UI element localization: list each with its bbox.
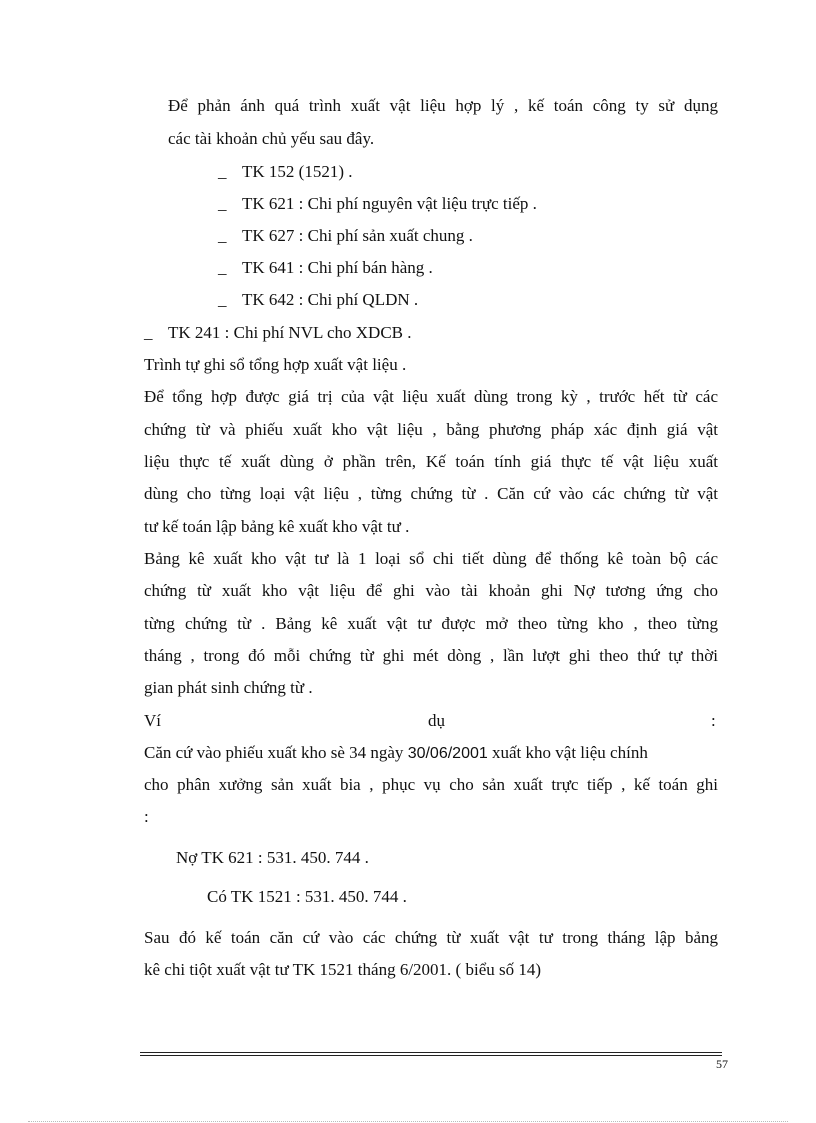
bullet-mark: _ [144,323,153,342]
example-colon: : [711,711,716,730]
closing-line: Sau đó kế toán căn cứ vào các chứng từ xuất vật tư trong tháng lập bảng [144,928,718,947]
bullet-mark: _ [218,258,227,277]
account-item [218,194,537,214]
para1-line: liệu thực tế xuất dùng ở phần trên, Kế toán tính giá thực tế vật liệu xuất [144,452,718,471]
account-label: TK 641 : Chi phí bán hàng . [242,258,433,277]
example-line-2: cho phân xưởng sản xuất bia , phục vụ cho sản xuất trực tiếp , kế toán ghi [144,775,718,794]
example-line-3: : [144,807,149,826]
credit-entry: Có TK 1521 : 531. 450. 744 . [207,887,407,906]
page-number: 57 [716,1057,728,1071]
account-item-extra [144,323,412,343]
account-item [218,258,433,278]
bullet-mark: _ [218,162,227,181]
debit-entry: Nợ TK 621 : 531. 450. 744 . [176,848,369,867]
example-text-a: Căn cứ vào phiếu xuất kho sè 34 ngày [144,743,408,762]
account-label: TK 627 : Chi phí sản xuất chung . [242,226,473,245]
closing-line: kê chi tiột xuất vật tư TK 1521 tháng 6/2001. ( biểu số 14) [144,960,542,979]
account-label: TK 241 : Chi phí NVL cho XDCB . [168,323,412,342]
page-edge-divider [28,1121,788,1122]
intro-line-1: Để phản ánh quá trình xuất vật liệu hợp lý , kế toán công ty sử dụng [168,96,718,115]
para2-line: chứng từ xuất kho vật liệu để ghi vào tài khoản ghi Nợ tương ứng cho [144,581,718,600]
intro-line-2: các tài khoản chủ yếu sau đây. [168,129,375,148]
example-text-b: xuất kho vật liệu chính [487,743,648,762]
para2-line: Bảng kê xuất kho vật tư là 1 loại sổ chi tiết dùng để thống kê toàn bộ các [144,549,718,568]
example-word-1: Ví [144,711,161,730]
footer-rule-bottom [140,1055,722,1056]
bullet-mark: _ [218,226,227,245]
para1-line: Để tổng hợp được giá trị của vật liệu xuất dùng trong kỳ , trước hết từ các [144,387,718,406]
account-item [218,226,473,246]
footer-rule-top [140,1052,722,1053]
para1-line: dùng cho từng loại vật liệu , từng chứng từ . Căn cứ vào các chứng từ vật [144,484,718,503]
bullet-mark: _ [218,194,227,213]
para1-line: tư kế toán lập bảng kê xuất kho vật tư . [144,517,410,536]
bullet-mark: _ [218,290,227,309]
example-word-2: dụ [428,711,445,730]
para2-line: từng chứng từ . Bảng kê xuất vật tư được mở theo từng kho , theo từng [144,614,718,633]
section-heading: Trình tự ghi sổ tổng hợp xuất vật liệu . [144,355,407,374]
account-label: TK 642 : Chi phí QLDN . [242,290,419,309]
account-item [218,290,418,310]
para2-line: gian phát sinh chứng từ . [144,678,313,697]
account-label: TK 621 : Chi phí nguyên vật liệu trực tiếp . [242,194,537,213]
para1-line: chứng từ và phiếu xuất kho vật liệu , bằng phương pháp xác định giá vật [144,420,718,439]
example-line-1 [144,743,648,764]
account-label: TK 152 (1521) . [242,162,353,181]
document-date: 30/06/2001 [407,745,488,762]
account-item [218,162,352,182]
para2-line: tháng , trong đó mỗi chứng từ ghi mét dòng , lần lượt ghi theo thứ tự thời [144,646,718,665]
